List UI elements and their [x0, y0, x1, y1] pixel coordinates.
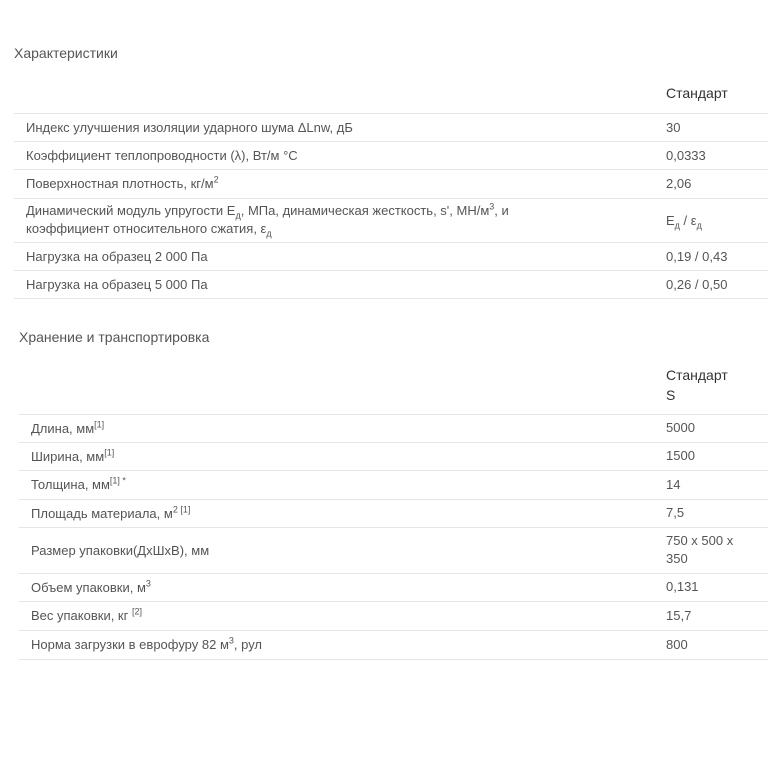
- row-name: [19, 442, 666, 470]
- row-name: [19, 470, 666, 499]
- row-name: [19, 414, 666, 442]
- row-name: Нагрузка на образец 2 000 Па: [14, 242, 666, 270]
- table-row: [19, 414, 768, 442]
- row-value: 0,19 / 0,43: [666, 242, 768, 270]
- row-value: 5000: [666, 414, 768, 442]
- table-row: [14, 169, 768, 198]
- row-value-part: E: [666, 212, 675, 228]
- characteristics-table: [14, 73, 768, 299]
- table-row: [14, 270, 768, 298]
- row-name-sup: [1]: [94, 419, 105, 430]
- row-value: 0,26 / 0,50: [666, 270, 768, 298]
- row-name-sup: [1] *: [109, 475, 126, 486]
- row-name-text: Ширина, мм: [31, 448, 105, 464]
- row-name: [19, 499, 666, 527]
- table-row: [19, 573, 768, 601]
- table-row: [19, 601, 768, 630]
- row-name-text: Поверхностная плотность, кг/м: [26, 176, 214, 191]
- table-row: [14, 141, 768, 169]
- storage-title: Хранение и транспортировка: [19, 329, 210, 345]
- row-name-part: , и: [494, 203, 509, 218]
- row-name: [19, 601, 666, 630]
- table-row: [19, 470, 768, 499]
- row-name-sup: [2]: [131, 606, 142, 617]
- row-name: Индекс улучшения изоляции ударного шума ΔLnw, дБ: [14, 113, 666, 141]
- row-value: 7,5: [666, 499, 768, 527]
- table-row: [19, 442, 768, 470]
- table-row: [14, 198, 768, 242]
- row-name-sub: д: [235, 210, 241, 221]
- storage-column-header-line2: S: [666, 387, 676, 404]
- row-name: Размер упаковки(ДхШхВ), мм: [19, 527, 666, 573]
- row-name-part: , МПа, динамическая жесткость, s', МН/м: [240, 203, 490, 218]
- row-value-sub: д: [696, 220, 702, 231]
- row-name-part: Динамический модуль упругости E: [26, 203, 236, 218]
- row-value-text: 750 x 500 x 350: [666, 533, 734, 566]
- row-value: [666, 198, 768, 242]
- table-row: [14, 242, 768, 270]
- row-name-sup: 2 [1]: [172, 504, 191, 515]
- row-name: Коэффициент теплопроводности (λ), Вт/м °С: [14, 141, 666, 169]
- row-name-sup: 3: [489, 201, 495, 212]
- row-value: 30: [666, 113, 768, 141]
- row-value: [666, 527, 768, 573]
- row-name: Нагрузка на образец 5 000 Па: [14, 270, 666, 298]
- row-name-text: Площадь материала, м: [31, 505, 173, 521]
- row-name-sup: 3: [228, 635, 234, 646]
- row-value: 15,7: [666, 601, 768, 630]
- table-row: [19, 527, 768, 573]
- row-name-part: коэффициент относительного сжатия, ε: [26, 221, 267, 236]
- row-name-text: Норма загрузки в еврофуру 82 м: [31, 637, 229, 652]
- row-name: [19, 573, 666, 601]
- row-name-text: Длина, мм: [31, 420, 95, 436]
- row-name: [19, 630, 666, 659]
- storage-column-header-line1: Стандарт: [666, 367, 728, 384]
- table-row: [19, 630, 768, 659]
- row-name: [14, 169, 666, 198]
- storage-column-header: [666, 357, 768, 414]
- row-value: 1500: [666, 442, 768, 470]
- characteristics-column-header: Стандарт: [666, 84, 728, 101]
- row-name-sub: д: [266, 228, 272, 239]
- row-name-text: , рул: [233, 637, 263, 652]
- characteristics-header-blank: [14, 73, 666, 113]
- row-name-text: Толщина, мм: [31, 477, 110, 492]
- row-name-text: Вес упаковки, кг: [31, 608, 132, 623]
- storage-table: [19, 357, 768, 660]
- row-name-sup: 3: [145, 578, 151, 589]
- characteristics-title: Характеристики: [14, 45, 118, 61]
- row-name: [14, 198, 666, 242]
- table-row: [19, 499, 768, 527]
- row-name-sup: 2: [213, 174, 219, 185]
- row-name-text: Объем упаковки, м: [31, 579, 146, 595]
- row-value: 0,131: [666, 573, 768, 601]
- table-row: [14, 113, 768, 141]
- row-name-sup: [1]: [104, 447, 115, 458]
- row-value: 800: [666, 630, 768, 659]
- row-value: 14: [666, 470, 768, 499]
- row-value-sub: д: [674, 220, 680, 231]
- row-value: 0,0333: [666, 141, 768, 169]
- storage-header-blank: [19, 357, 666, 414]
- row-value-part: / ε: [679, 212, 697, 228]
- row-value: 2,06: [666, 169, 768, 198]
